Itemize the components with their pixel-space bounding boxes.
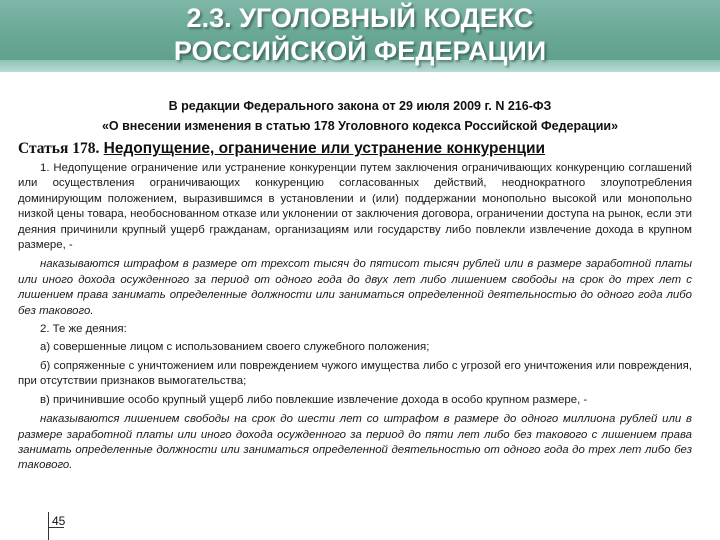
law-reference-line-1: В редакции Федерального закона от 29 июля 2009 г. N 216-ФЗ bbox=[168, 99, 552, 113]
paragraph-1: 1. Недопущение ограничение или устранение конкуренции путем заключения ограничивающих конкуренцию соглашений или осуществления ограничивающих конкуренцию согласованных действий, неоднократного злоупотребления доминирующим положением, выразившимся в установлении и (или) поддержании монопольно высокой или монопольно низкой цены товара, необоснованном отказе или уклонении от заключения договора, ограничении доступа на рынок, если эти деяния причинили крупный ущерб гражданам, организациям или государству либо повлекли извлечение дохода в крупном размере, - bbox=[18, 162, 692, 252]
page-title-line-2: РОССИЙСКОЙ ФЕДЕРАЦИИ bbox=[173, 36, 547, 66]
law-reference-line-2: «О внесении изменения в статью 178 Уголовного кодекса Российской Федерации» bbox=[101, 119, 619, 133]
penalty-paragraph-2: наказываются лишением свободы на срок до шести лет со штрафом в размере до одного миллиона рублей или в размере заработной платы или иного дохода осужденного за период до пяти лет либо без такового с лишением права занимать определенные должности или заниматься определенной деятельностью от одного года до трех лет либо без такового. bbox=[18, 413, 692, 472]
penalty-paragraph-1: наказываются штрафом в размере от трехсот тысяч до пятисот тысяч рублей или в размере заработной платы или иного дохода осужденного за период от одного года до двух лет либо лишением свободы на срок до трех лет с лишением права занимать определенные должности или заниматься определенной деятельностью до одного года либо без такового. bbox=[18, 258, 692, 317]
article-number: Статья 178. bbox=[18, 140, 100, 157]
clause-c: в) причинившие особо крупный ущерб либо повлекшие извлечение дохода в особо крупном размере, - bbox=[40, 393, 588, 406]
article-heading bbox=[18, 139, 708, 159]
article-name: Недопущение, ограничение или устранение конкуренции bbox=[103, 140, 546, 157]
paragraph-2: 2. Те же деяния: bbox=[40, 323, 127, 336]
page-title bbox=[0, 2, 720, 68]
footer-vertical-rule bbox=[48, 512, 49, 540]
article-body bbox=[18, 161, 692, 474]
page-number: 45 bbox=[52, 514, 66, 528]
clause-b: б) сопряженные с уничтожением или повреждением чужого имущества либо с угрозой его уничтожения или повреждения, при отсутствии признаков вымогательства; bbox=[18, 359, 692, 388]
clause-a: а) совершенные лицом с использованием своего служебного положения; bbox=[40, 341, 430, 354]
page-title-line-1: 2.3. УГОЛОВНЫЙ КОДЕКС bbox=[186, 3, 534, 33]
title-banner bbox=[0, 0, 720, 72]
law-reference bbox=[40, 96, 680, 136]
